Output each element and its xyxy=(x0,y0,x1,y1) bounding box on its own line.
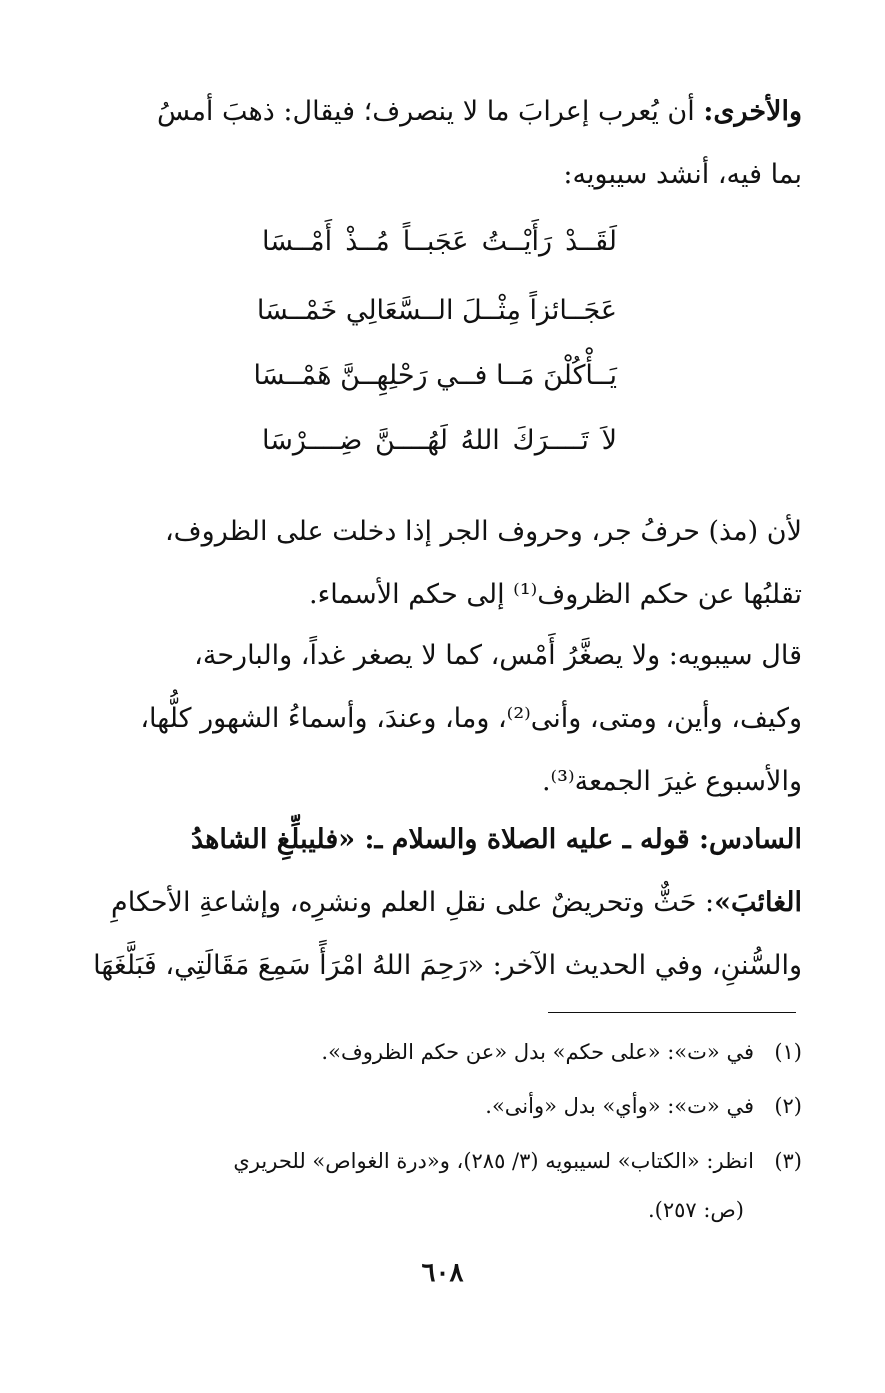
footnote-3-number: (٣) xyxy=(774,1149,802,1173)
verse-line-4: لاَ تَــــرَكَ اللهُ لَهُــــنَّ ضِــــرْسَا xyxy=(262,425,617,456)
footnote-3 xyxy=(84,1136,802,1186)
footnote-1-text: في «ت»: «على حكم» بدل «عن حكم الظروف». xyxy=(321,1040,754,1064)
verse-line-3: يَــأْكُلْنَ مَــا فــي رَحْلِهِــنَّ هَمْــسَا xyxy=(253,360,617,391)
paragraph-1-lead: والأخرى: xyxy=(703,96,802,127)
paragraph-1-line2: بما فيه، أنشد سيبويه: xyxy=(563,159,802,190)
paragraph-3-line2: وكيف، وأين، ومتى، وأنى⁽²⁾، وما، وعندَ، وأسماءُ الشهور كلُّها، xyxy=(140,703,802,734)
footnote-3-text: انظر: «الكتاب» لسيبويه (٣/ ٢٨٥)، و«درة الغواص» للحريري xyxy=(233,1149,754,1173)
verse-line-2: عَجَــائزاً مِثْــلَ الــسَّعَالِي خَمْــسَا xyxy=(256,295,617,326)
paragraph-4-line2: : حَثٌّ وتحريضٌ على نقلِ العلم ونشرِه، وإشاعةِ الأحكامِ xyxy=(111,887,715,918)
paragraph-3-line1: قال سيبويه: ولا يصغَّرُ أَمْس، كما لا يصغر غداً، والبارحة، xyxy=(194,640,802,671)
paragraph-4-line1: السادس: قوله ـ عليه الصلاة والسلام ـ: «فليبلِّغِ الشاهدُ xyxy=(190,824,802,855)
paragraph-2 xyxy=(84,500,802,626)
verse-line-1: لَقَــدْ رَأَيْــتُ عَجَبــاً مُــذْ أَمْــسَا xyxy=(262,226,617,257)
footnote-2 xyxy=(84,1081,802,1131)
paragraph-1-line1: أن يُعرب إعرابَ ما لا ينصرف؛ فيقال: ذهبَ أمسُ xyxy=(157,96,704,127)
footnote-separator xyxy=(548,1012,796,1013)
paragraph-4-line2-bold: الغائبَ» xyxy=(714,887,802,918)
paragraph-3-line3: والأسبوع غيرَ الجمعة⁽³⁾. xyxy=(541,766,802,797)
footnote-3-continuation: (ص: ٢٥٧). xyxy=(647,1198,744,1222)
paragraph-2-line1: لأن (مذ) حرفُ جر، وحروف الجر إذا دخلت على الظروف، xyxy=(164,516,802,547)
paragraph-4 xyxy=(84,808,802,997)
footnote-2-text: في «ت»: «وأي» بدل «وأنى». xyxy=(485,1094,754,1118)
paragraph-3 xyxy=(84,624,802,813)
page-number: ٦٠٨ xyxy=(421,1258,464,1288)
footnote-2-number: (٢) xyxy=(774,1094,802,1118)
paragraph-4-line3: والسُّننِ، وفي الحديث الآخر: «رَحِمَ اللهُ امْرَأً سَمِعَ مَقَالَتِي، فَبَلَّغَهَا xyxy=(93,950,802,981)
paragraph-1 xyxy=(84,80,802,206)
paragraph-2-line2: تقلبُها عن حكم الظروف⁽¹⁾ إلى حكم الأسماء. xyxy=(308,579,802,610)
footnote-1-number: (١) xyxy=(774,1040,802,1064)
footnote-1 xyxy=(84,1027,802,1077)
